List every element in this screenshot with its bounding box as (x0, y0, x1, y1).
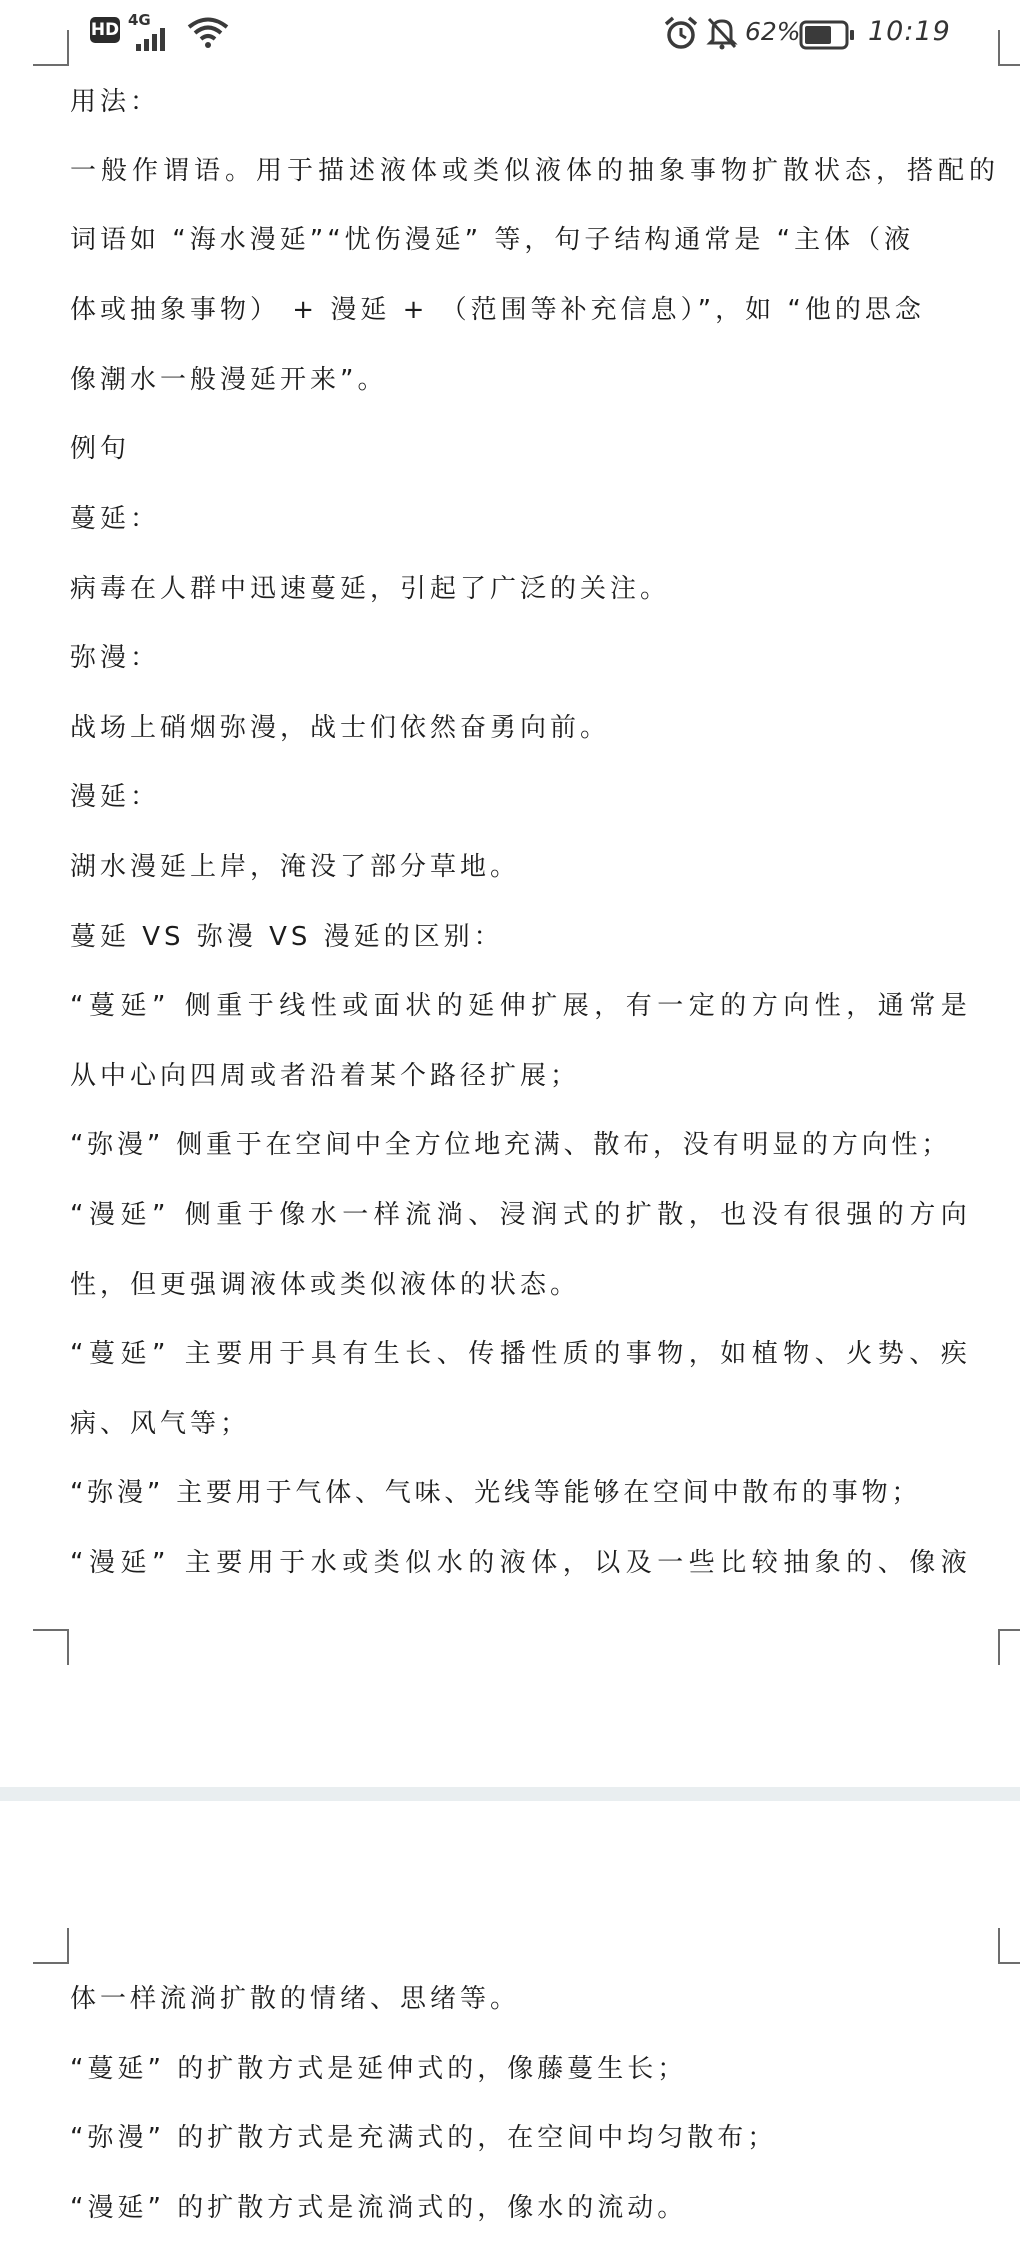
page-corner-mark (33, 1629, 69, 1665)
page-corner-mark (998, 30, 1020, 66)
paragraph-line: “弥漫” 的扩散方式是充满式的，在空间中均匀散布； (70, 2123, 778, 2153)
clock-time: 10:19 (868, 15, 951, 47)
paragraph-line: “漫延” 的扩散方式是流淌式的，像水的流动。 (70, 2193, 688, 2223)
network-type-label: 4G (128, 11, 151, 29)
paragraph-line: “蔓延” 的扩散方式是延伸式的，像藤蔓生长； (70, 2054, 688, 2084)
paragraph-line: 从中心向四周或者沿着某个路径扩展； (70, 1061, 581, 1091)
paragraph-line: “蔓延” 主要用于具有生长、传播性质的事物，如植物、火势、疾 (70, 1339, 973, 1369)
page-separator (0, 1787, 1020, 1801)
paragraph-line: 体或抽象事物） + 漫延 + （范围等补充信息）”，如 “他的思念 (70, 295, 925, 325)
paragraph-line: 词语如 “海水漫延”“忧伤漫延” 等，句子结构通常是 “主体（液 (70, 225, 915, 255)
paragraph-line: “弥漫” 主要用于气体、气味、光线等能够在空间中散布的事物； (70, 1478, 922, 1508)
battery-icon (799, 16, 857, 54)
comparison-heading: 蔓延 VS 弥漫 VS 漫延的区别： (70, 922, 504, 952)
paragraph-line: 像潮水一般漫延开来”。 (70, 365, 388, 395)
paragraph-line: 一般作谓语。用于描述液体或类似液体的抽象事物扩散状态，搭配的 (70, 156, 1001, 186)
page-corner-mark (998, 1928, 1020, 1964)
page-corner-mark (998, 1629, 1020, 1665)
wifi-icon (186, 14, 230, 52)
notifications-off-icon (705, 14, 739, 52)
examples-heading: 例句 (70, 434, 131, 464)
term-label: 蔓延： (70, 504, 161, 534)
paragraph-line: 病、风气等； (70, 1409, 251, 1439)
example-sentence: 战场上硝烟弥漫，战士们依然奋勇向前。 (70, 713, 611, 743)
paragraph-line: “漫延” 侧重于像水一样流淌、浸润式的扩散，也没有很强的方向 (70, 1200, 973, 1230)
battery-percentage: 62% (745, 16, 801, 46)
example-sentence: 病毒在人群中迅速蔓延，引起了广泛的关注。 (70, 574, 671, 604)
signal-icon (128, 20, 180, 58)
paragraph-line: 体一样流淌扩散的情绪、思绪等。 (70, 1984, 521, 2014)
paragraph-line: “弥漫” 侧重于在空间中全方位地充满、散布，没有明显的方向性； (70, 1130, 952, 1160)
paragraph-line: 性，但更强调液体或类似液体的状态。 (70, 1270, 581, 1300)
page-corner-mark (33, 1928, 69, 1964)
term-label: 弥漫： (70, 643, 161, 673)
term-label: 漫延： (70, 782, 161, 812)
example-sentence: 湖水漫延上岸，淹没了部分草地。 (70, 852, 521, 882)
status-bar (0, 0, 1020, 62)
page-corner-mark (33, 30, 69, 66)
hd-badge: HD (90, 17, 120, 43)
paragraph-line: “蔓延” 侧重于线性或面状的延伸扩展，有一定的方向性，通常是 (70, 991, 973, 1021)
usage-heading: 用法： (70, 87, 161, 117)
alarm-icon (663, 14, 699, 52)
paragraph-line: “漫延” 主要用于水或类似水的液体，以及一些比较抽象的、像液 (70, 1548, 973, 1578)
